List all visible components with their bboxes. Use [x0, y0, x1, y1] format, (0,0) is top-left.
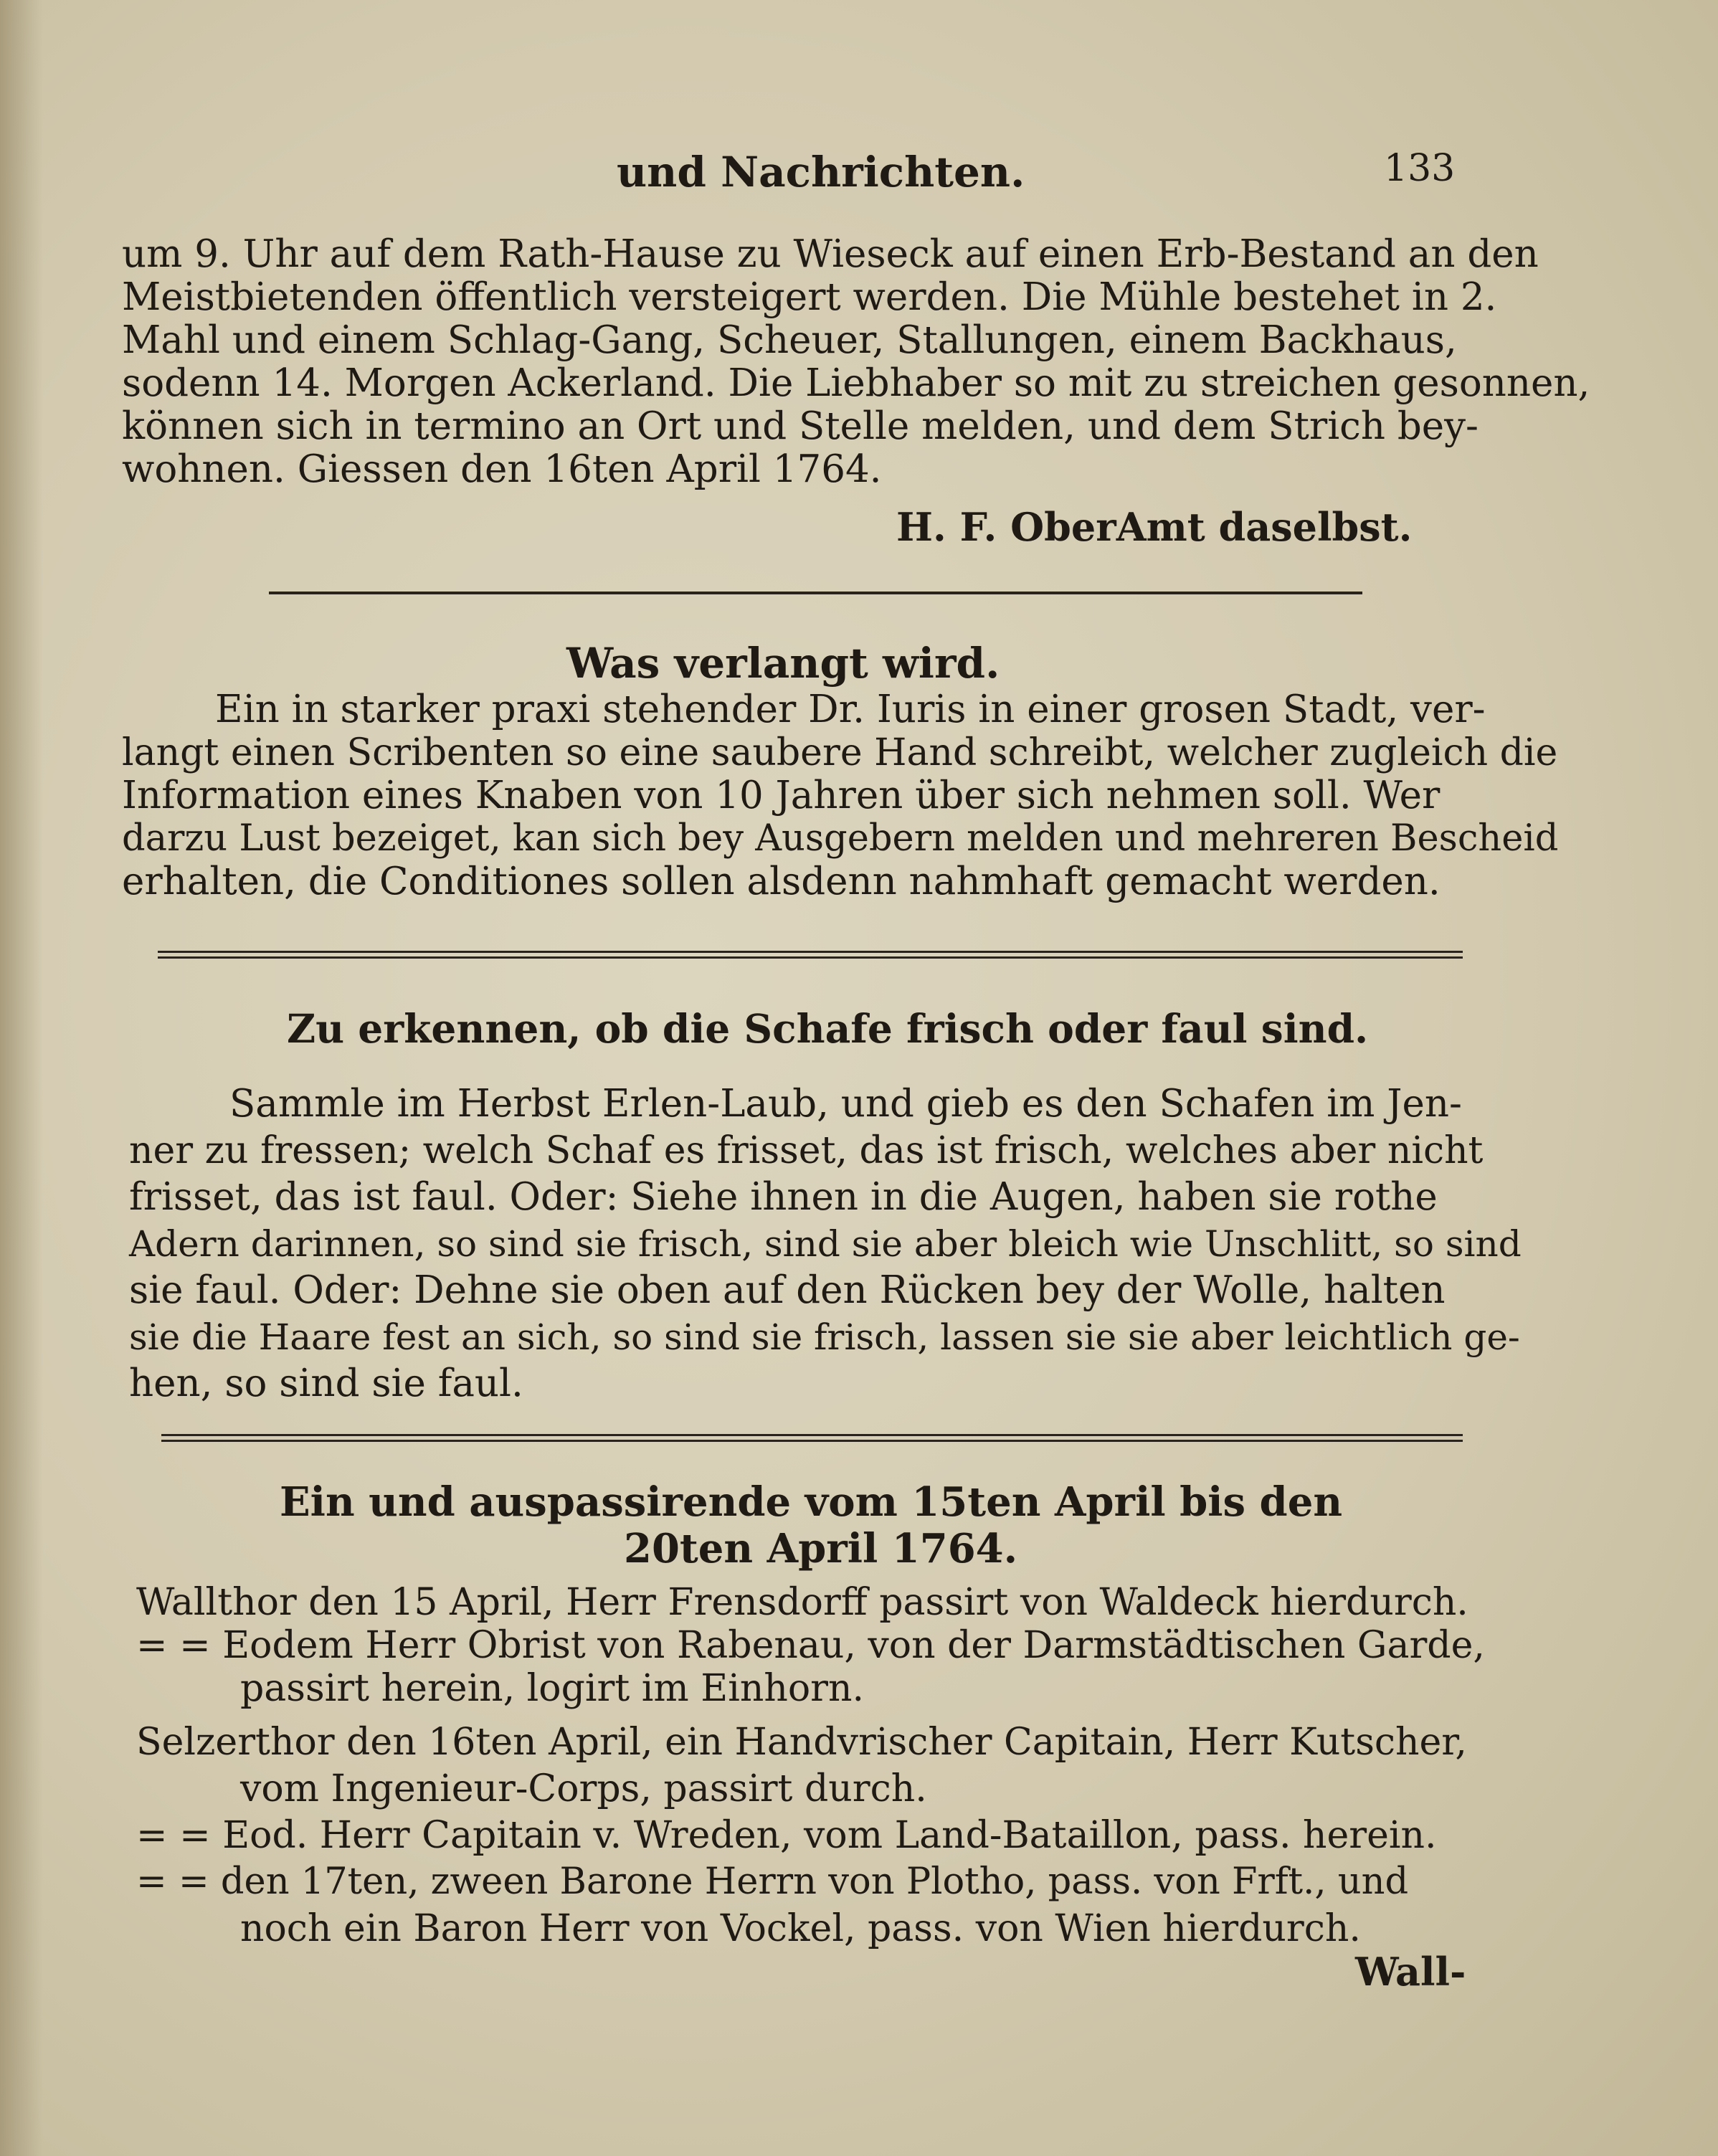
traveller-entry: vom Ingenieur-Corps, passirt durch.	[240, 1767, 927, 1810]
traveller-entry: Selzerthor den 16ten April, ein Handvrischer Capitain, Herr Kutscher,	[136, 1721, 1467, 1764]
page-gutter-shadow	[0, 0, 43, 2156]
section-title: Zu erkennen, ob die Schafe frisch oder faul sind.	[287, 1005, 1369, 1052]
section-title-continued: 20ten April 1764.	[624, 1525, 1018, 1572]
text-line: Ein in starker praxi stehender Dr. Iuris in einer grosen Stadt, ver-	[215, 688, 1486, 731]
text-line: können sich in termino an Ort und Stelle melden, und dem Strich bey-	[122, 404, 1479, 448]
traveller-entry: passirt herein, logirt im Einhorn.	[240, 1667, 865, 1710]
traveller-entry: Wallthor den 15 April, Herr Frensdorff passirt von Waldeck hierdurch.	[136, 1581, 1468, 1624]
traveller-entry: = = Eodem Herr Obrist von Rabenau, von der Darmstädtischen Garde,	[136, 1624, 1485, 1667]
section-title: Ein und auspassirende vom 15ten April bis den	[280, 1478, 1343, 1526]
traveller-entry: noch ein Baron Herr von Vockel, pass. von Wien hierdurch.	[240, 1907, 1361, 1950]
section-divider	[161, 1434, 1463, 1436]
section-divider	[269, 592, 1362, 594]
text-line: Mahl und einem Schlag-Gang, Scheuer, Stallungen, einem Backhaus,	[122, 318, 1457, 362]
text-line: Sammle im Herbst Erlen-Laub, und gieb es den Schafen im Jen-	[229, 1082, 1462, 1126]
text-line: sie faul. Oder: Dehne sie oben auf den Rücken bey der Wolle, halten	[129, 1268, 1446, 1312]
text-line: darzu Lust bezeiget, kan sich bey Ausgebern melden und mehreren Bescheid	[122, 817, 1559, 860]
text-line: sodenn 14. Morgen Ackerland. Die Liebhaber so mit zu streichen gesonnen,	[122, 361, 1590, 405]
text-line: Information eines Knaben von 10 Jahren über sich nehmen soll. Wer	[122, 774, 1441, 817]
text-line: langt einen Scribenten so eine saubere Hand schreibt, welcher zugleich die	[122, 731, 1558, 774]
catchword: Wall-	[1355, 1949, 1466, 1995]
text-line: frisset, das ist faul. Oder: Siehe ihnen in die Augen, haben sie rothe	[129, 1175, 1438, 1219]
text-line: Meistbietenden öffentlich versteigert werden. Die Mühle bestehet in 2.	[122, 275, 1497, 319]
traveller-entry: = = den 17ten, zween Barone Herrn von Plotho, pass. von Frft., und	[136, 1861, 1409, 1903]
text-line: sie die Haare fest an sich, so sind sie frisch, lassen sie sie aber leichtlich ge-	[129, 1316, 1520, 1358]
signature: H. F. OberAmt daselbst.	[896, 504, 1413, 550]
section-divider	[158, 951, 1463, 953]
page-number: 133	[1384, 147, 1456, 190]
text-line: hen, so sind sie faul.	[129, 1362, 523, 1405]
section-title: Was verlangt wird.	[566, 639, 1000, 688]
running-title: und Nachrichten.	[617, 148, 1025, 196]
text-line: wohnen. Giessen den 16ten April 1764.	[122, 447, 882, 491]
text-line: Adern darinnen, so sind sie frisch, sind sie aber bleich wie Unschlitt, so sind	[129, 1223, 1522, 1265]
text-line: erhalten, die Conditiones sollen alsdenn nahmhaft gemacht werden.	[122, 860, 1441, 903]
traveller-entry: = = Eod. Herr Capitain v. Wreden, vom Land-Bataillon, pass. herein.	[136, 1814, 1437, 1857]
text-line: ner zu fressen; welch Schaf es frisset, das ist frisch, welches aber nicht	[129, 1129, 1484, 1172]
text-line: um 9. Uhr auf dem Rath-Hause zu Wieseck auf einen Erb-Bestand an den	[122, 232, 1539, 276]
